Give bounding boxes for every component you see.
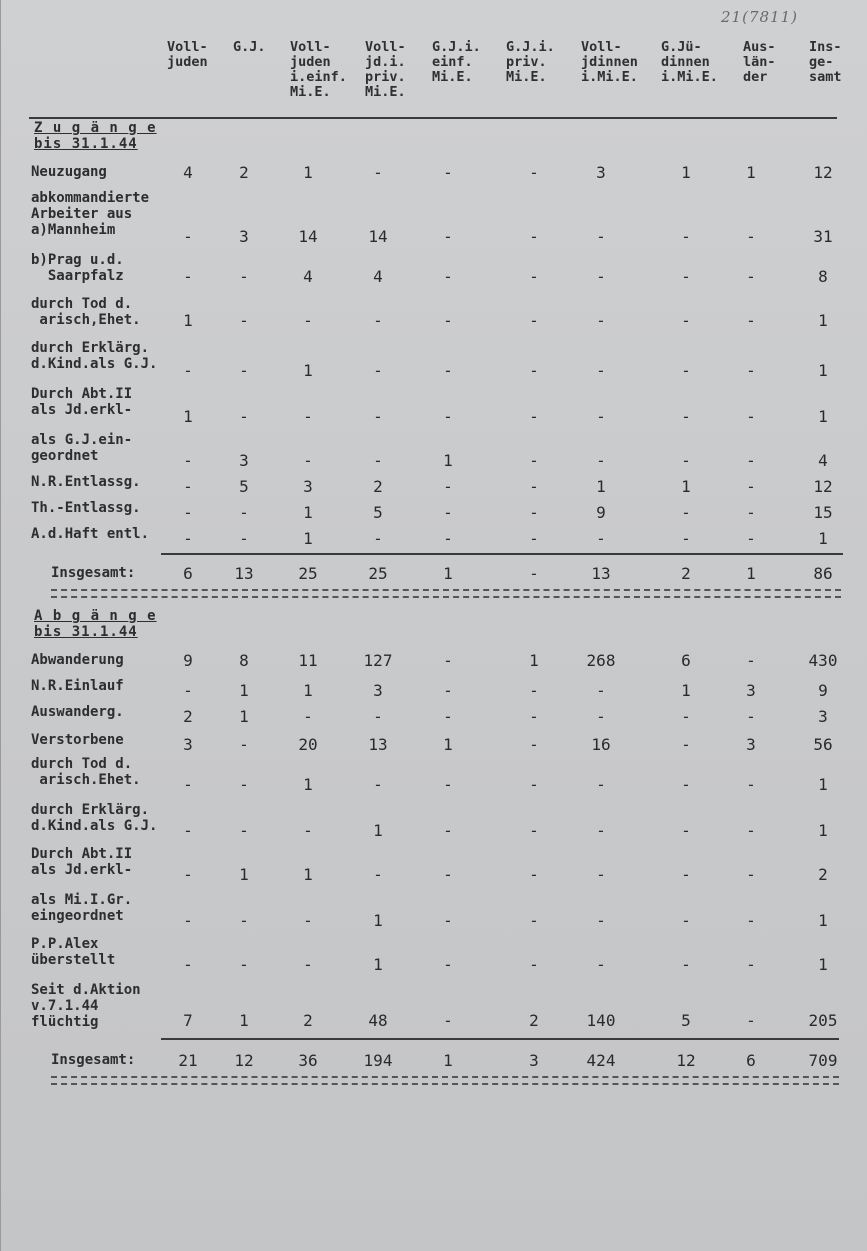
table-cell: - [443,529,453,548]
table-cell: - [529,407,539,426]
table-cell: - [681,955,691,974]
table-row [1,340,867,380]
table-cell: 3 [746,681,756,700]
row-label: Durch Abt.II als Jd.erkl- [31,386,133,418]
table-cell: 9 [183,651,193,670]
table-cell: 1 [818,529,828,548]
table-cell: - [681,707,691,726]
table-cell: 2 [818,865,828,884]
total-cell: 1 [443,564,453,583]
table-cell: - [303,821,313,840]
table-cell: - [373,707,383,726]
table-row [1,652,867,672]
header-rule [29,117,837,119]
table-cell: 1 [239,1011,249,1030]
table-cell: - [746,361,756,380]
table-cell: - [443,955,453,974]
total-cell: 13 [234,564,254,583]
table-cell: - [183,955,193,974]
column-header: G.Jü- dinnen i.Mi.E. [661,39,718,85]
table-cell: 14 [368,227,388,246]
table-cell: 1 [818,821,828,840]
total-cell: 6 [746,1051,756,1070]
table-cell: - [746,407,756,426]
table-cell: 2 [183,707,193,726]
table-cell: - [443,681,453,700]
total-cell: 12 [676,1051,696,1070]
table-cell: 3 [373,681,383,700]
table-cell: 1 [183,407,193,426]
table-cell: - [746,775,756,794]
abgaenge-total-rule [161,1038,839,1040]
table-cell: 140 [586,1011,616,1030]
table-cell: 9 [596,503,606,522]
table-row [1,164,867,184]
table-cell: 5 [681,1011,691,1030]
table-cell: - [443,1011,453,1030]
table-cell: - [443,865,453,884]
table-cell: - [746,503,756,522]
table-cell: - [239,735,249,754]
row-label: Verstorbene [31,732,124,748]
row-label: Durch Abt.II als Jd.erkl- [31,846,133,878]
zugaenge-heading: Z u g ä n g e bis 31.1.44 [34,120,157,152]
table-cell: - [596,707,606,726]
table-cell: - [183,821,193,840]
table-cell: - [596,311,606,330]
table-cell: - [239,529,249,548]
table-cell: 1 [239,681,249,700]
table-row [1,500,867,520]
table-row [1,756,867,794]
row-label: A.d.Haft entl. [31,526,150,542]
table-cell: 3 [239,451,249,470]
table-cell: - [596,681,606,700]
table-cell: 430 [808,651,838,670]
table-cell: - [681,821,691,840]
table-cell: 1 [596,477,606,496]
table-cell: - [443,267,453,286]
table-cell: - [183,361,193,380]
abgaenge-total-row [1,1052,867,1072]
zugaenge-total-rule [161,553,843,555]
table-cell: - [239,361,249,380]
table-row [1,846,867,884]
table-cell: - [239,407,249,426]
table-cell: 4 [818,451,828,470]
total-cell: - [529,564,539,583]
table-cell: 2 [239,163,249,182]
table-cell: 5 [239,477,249,496]
table-cell: - [746,311,756,330]
table-cell: - [746,529,756,548]
table-cell: - [183,681,193,700]
table-cell: 3 [818,707,828,726]
table-cell: - [681,407,691,426]
table-cell: 1 [373,911,383,930]
table-cell: - [746,477,756,496]
table-cell: - [596,911,606,930]
row-label: durch Tod d. arisch,Ehet. [31,296,141,328]
table-cell: - [746,955,756,974]
total-cell: 194 [363,1051,393,1070]
table-cell: - [529,707,539,726]
table-cell: - [443,911,453,930]
total-cell: 25 [298,564,318,583]
table-cell: - [746,267,756,286]
table-cell: 1 [239,707,249,726]
table-cell: - [596,451,606,470]
table-cell: - [443,361,453,380]
table-cell: - [239,821,249,840]
table-cell: - [596,821,606,840]
row-label: durch Tod d. arisch.Ehet. [31,756,141,788]
table-cell: - [373,775,383,794]
table-cell: 1 [818,361,828,380]
table-cell: 12 [813,477,833,496]
table-cell: 268 [586,651,616,670]
zugaenge-double-rule [51,589,841,598]
table-cell: - [443,651,453,670]
total-label: Insgesamt: [51,565,136,581]
table-cell: - [183,911,193,930]
table-cell: 5 [373,503,383,522]
table-cell: 11 [298,651,318,670]
table-cell: 3 [303,477,313,496]
table-cell: 1 [303,163,313,182]
table-cell: 1 [239,865,249,884]
table-cell: 1 [183,311,193,330]
column-header: G.J. [233,39,266,55]
table-cell: - [681,451,691,470]
table-cell: - [746,651,756,670]
table-cell: 1 [681,681,691,700]
table-cell: 1 [818,911,828,930]
row-label: Abwanderung [31,652,124,668]
table-cell: 15 [813,503,833,522]
table-cell: 3 [183,735,193,754]
table-cell: - [443,821,453,840]
table-cell: 4 [303,267,313,286]
table-cell: - [183,503,193,522]
table-row [1,252,867,286]
table-cell: - [681,311,691,330]
row-label: Auswanderg. [31,704,124,720]
table-cell: - [239,311,249,330]
table-cell: 1 [818,955,828,974]
total-cell: 1 [746,564,756,583]
table-row [1,678,867,698]
table-cell: 2 [373,477,383,496]
table-cell: 56 [813,735,833,754]
table-cell: - [596,529,606,548]
table-cell: - [373,311,383,330]
row-label: Th.-Entlassg. [31,500,141,516]
table-cell: - [746,865,756,884]
table-cell: 3 [239,227,249,246]
table-row [1,732,867,752]
table-cell: 20 [298,735,318,754]
table-cell: - [681,911,691,930]
column-header: Voll- jdinnen i.Mi.E. [581,39,638,85]
table-cell: - [183,267,193,286]
table-cell: - [443,503,453,522]
column-header: Voll- juden [167,39,208,70]
table-cell: - [303,451,313,470]
table-cell: - [529,361,539,380]
table-cell: 1 [443,451,453,470]
table-cell: 1 [373,821,383,840]
table-cell: - [303,955,313,974]
total-cell: 424 [586,1051,616,1070]
total-cell: 13 [591,564,611,583]
table-cell: - [681,227,691,246]
table-row [1,526,867,546]
table-row [1,296,867,330]
table-cell: 7 [183,1011,193,1030]
table-cell: 16 [591,735,611,754]
table-cell: - [746,1011,756,1030]
table-cell: - [746,911,756,930]
table-cell: 1 [529,651,539,670]
table-cell: 1 [303,865,313,884]
table-cell: - [596,267,606,286]
table-cell: - [746,821,756,840]
table-cell: - [239,775,249,794]
table-cell: - [596,227,606,246]
row-label: als G.J.ein- geordnet [31,432,133,464]
table-row [1,704,867,724]
table-cell: - [183,775,193,794]
table-cell: 1 [303,361,313,380]
total-cell: 6 [183,564,193,583]
table-cell: 1 [818,407,828,426]
total-label: Insgesamt: [51,1052,136,1068]
table-cell: - [529,865,539,884]
table-cell: - [596,407,606,426]
table-cell: - [681,775,691,794]
table-cell: - [681,865,691,884]
table-cell: - [529,735,539,754]
table-cell: - [596,865,606,884]
table-cell: 1 [746,163,756,182]
table-cell: 1 [681,163,691,182]
table-cell: 1 [303,503,313,522]
table-cell: 1 [303,529,313,548]
table-cell: - [746,451,756,470]
table-cell: 14 [298,227,318,246]
total-cell: 2 [681,564,691,583]
table-cell: - [529,163,539,182]
row-label: N.R.Entlassg. [31,474,141,490]
table-cell: - [596,361,606,380]
table-cell: - [443,477,453,496]
table-cell: - [443,227,453,246]
table-cell: 48 [368,1011,388,1030]
table-row [1,802,867,840]
table-cell: - [746,227,756,246]
zugaenge-total-row [1,565,867,585]
table-cell: - [373,529,383,548]
table-cell: - [746,707,756,726]
table-cell: - [183,477,193,496]
table-row [1,190,867,246]
table-cell: 1 [303,681,313,700]
table-cell: 3 [746,735,756,754]
table-cell: 127 [363,651,393,670]
table-cell: - [596,775,606,794]
table-cell: - [373,865,383,884]
total-cell: 709 [808,1051,838,1070]
table-cell: - [681,267,691,286]
table-row [1,936,867,974]
total-cell: 3 [529,1051,539,1070]
table-cell: - [529,311,539,330]
table-cell: - [183,451,193,470]
table-cell: - [239,955,249,974]
row-label: durch Erklärg. d.Kind.als G.J. [31,802,158,834]
row-label: b)Prag u.d. Saarpfalz [31,252,124,284]
table-cell: 9 [818,681,828,700]
table-cell: 3 [596,163,606,182]
total-cell: 36 [298,1051,318,1070]
total-cell: 12 [234,1051,254,1070]
table-cell: - [681,529,691,548]
total-cell: 1 [443,1051,453,1070]
table-cell: - [529,227,539,246]
row-label: N.R.Einlauf [31,678,124,694]
table-cell: - [303,311,313,330]
table-cell: 12 [813,163,833,182]
total-cell: 86 [813,564,833,583]
table-row [1,474,867,494]
column-header: Ins- ge- samt [809,39,842,85]
table-row [1,386,867,426]
column-header: G.J.i. einf. Mi.E. [432,39,481,85]
column-header: G.J.i. priv. Mi.E. [506,39,555,85]
table-cell: - [443,407,453,426]
table-cell: 205 [808,1011,838,1030]
table-cell: - [529,821,539,840]
total-cell: 21 [178,1051,198,1070]
table-cell: 8 [818,267,828,286]
row-label: abkommandierte Arbeiter aus a)Mannheim [31,190,150,238]
table-cell: - [529,775,539,794]
table-row [1,982,867,1030]
table-cell: - [596,955,606,974]
table-cell: - [529,529,539,548]
table-cell: - [239,267,249,286]
abgaenge-double-rule [51,1076,839,1085]
column-header: Voll- jd.i. priv. Mi.E. [365,39,406,100]
table-cell: - [681,735,691,754]
table-cell: - [529,451,539,470]
table-cell: - [373,361,383,380]
table-cell: - [529,681,539,700]
table-cell: 13 [368,735,388,754]
table-row [1,892,867,930]
column-header: Voll- juden i.einf. Mi.E. [290,39,347,100]
table-cell: 4 [183,163,193,182]
table-cell: 1 [818,775,828,794]
table-cell: - [529,477,539,496]
table-cell: - [681,361,691,380]
table-cell: - [529,955,539,974]
table-cell: 1 [681,477,691,496]
row-label: Neuzugang [31,164,107,180]
table-cell: - [303,911,313,930]
row-label: durch Erklärg. d.Kind.als G.J. [31,340,158,372]
archive-number: 21(7811) [721,8,798,26]
table-cell: - [443,163,453,182]
table-cell: - [373,451,383,470]
row-label: als Mi.I.Gr. eingeordnet [31,892,133,924]
table-cell: - [303,707,313,726]
table-cell: 1 [443,735,453,754]
table-cell: - [183,865,193,884]
table-cell: - [373,163,383,182]
table-cell: - [443,311,453,330]
table-cell: 2 [303,1011,313,1030]
table-row [1,432,867,470]
row-label: P.P.Alex überstellt [31,936,116,968]
abgaenge-heading: A b g ä n g e bis 31.1.44 [34,608,157,640]
table-cell: - [529,267,539,286]
table-cell: - [373,407,383,426]
total-cell: 25 [368,564,388,583]
table-cell: 1 [373,955,383,974]
table-cell: - [529,503,539,522]
table-cell: - [239,911,249,930]
table-cell: - [183,529,193,548]
table-cell: 1 [303,775,313,794]
table-cell: - [681,503,691,522]
table-cell: 2 [529,1011,539,1030]
table-cell: - [443,775,453,794]
table-cell: - [303,407,313,426]
column-header: Aus- län- der [743,39,776,85]
table-cell: 1 [818,311,828,330]
table-cell: - [529,911,539,930]
table-cell: - [239,503,249,522]
table-cell: 4 [373,267,383,286]
table-cell: - [443,707,453,726]
table-cell: - [183,227,193,246]
row-label: Seit d.Aktion v.7.1.44 flüchtig [31,982,141,1030]
table-cell: 6 [681,651,691,670]
table-cell: 8 [239,651,249,670]
table-cell: 31 [813,227,833,246]
